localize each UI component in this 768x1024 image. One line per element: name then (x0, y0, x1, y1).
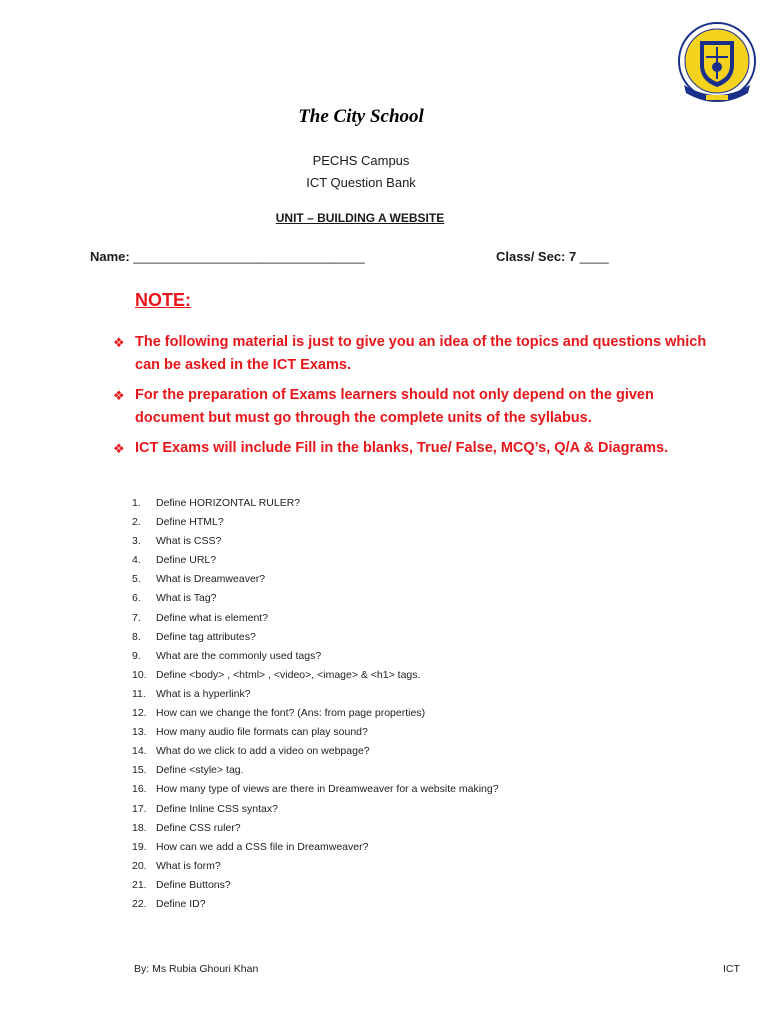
question-text: What are the commonly used tags? (156, 649, 322, 662)
question-number: 8. (132, 630, 141, 643)
question-text: How many type of views are there in Dreamweaver for a website making? (156, 783, 499, 796)
footer-subject: ICT (723, 963, 740, 975)
question-item (132, 515, 499, 534)
question-item (132, 553, 499, 572)
note-text: The following material is just to give you an idea of the topics and questions which can be asked in the ICT Exams. (135, 334, 707, 373)
question-number: 18. (132, 821, 147, 834)
diamond-bullet-icon: ❖ (113, 388, 125, 403)
unit-heading: UNIT – BUILDING A WEBSITE (275, 211, 445, 225)
question-text: Define <style> tag. (156, 764, 244, 777)
question-item (132, 821, 499, 840)
question-number: 13. (132, 726, 147, 739)
question-number: 19. (132, 840, 147, 853)
document-title: ICT Question Bank (306, 175, 416, 190)
question-item (132, 897, 499, 916)
question-number: 22. (132, 897, 147, 910)
question-text: How can we change the font? (Ans: from page properties) (156, 707, 426, 720)
note-text: For the preparation of Exams learners should not only depend on the given document but must go through the complete units of the syllabus. (135, 387, 654, 426)
class-blank: ____ (579, 249, 609, 264)
class-label: Class/ Sec: 7 (496, 249, 577, 264)
question-text: How can we add a CSS file in Dreamweaver? (156, 840, 369, 853)
question-text: Define CSS ruler? (156, 821, 241, 834)
question-text: What is Tag? (156, 592, 217, 605)
question-item (132, 572, 499, 591)
question-item (132, 668, 499, 687)
question-number: 6. (132, 592, 141, 605)
question-text: Define Inline CSS syntax? (156, 802, 278, 815)
question-item (132, 687, 499, 706)
question-number: 5. (132, 573, 141, 586)
question-item (132, 782, 499, 801)
question-number: 1. (132, 497, 141, 509)
question-item (132, 878, 499, 897)
question-text: Define what is element? (156, 611, 269, 624)
question-number: 4. (132, 554, 141, 567)
question-number: 14. (132, 745, 147, 758)
question-item (132, 534, 499, 553)
class-field (496, 249, 609, 264)
question-item (132, 611, 499, 630)
question-text: Define URL? (156, 554, 217, 567)
question-item (132, 649, 499, 668)
question-number: 10. (132, 668, 147, 681)
question-text: What is Dreamweaver? (156, 573, 266, 586)
question-number: 15. (132, 764, 147, 777)
note-heading: NOTE: (135, 290, 191, 310)
note-item (113, 437, 713, 460)
footer-author: By: Ms Rubia Ghouri Khan (134, 963, 259, 975)
note-item (113, 331, 713, 377)
question-text: What is a hyperlink? (156, 687, 251, 700)
question-list (132, 496, 499, 916)
question-text: Define <body> , <html> , <video>, <image> & <h1> tags. (156, 668, 421, 681)
name-field (90, 249, 365, 264)
diamond-bullet-icon: ❖ (113, 335, 125, 350)
question-text: Define HORIZONTAL RULER? (156, 497, 301, 509)
question-item (132, 840, 499, 859)
note-list (113, 331, 713, 467)
question-number: 3. (132, 535, 141, 548)
question-text: Define tag attributes? (156, 630, 256, 643)
note-item (113, 384, 713, 430)
name-label: Name: (90, 249, 130, 264)
question-number: 2. (132, 516, 141, 529)
question-text: What is form? (156, 859, 221, 872)
question-text: Define ID? (156, 897, 206, 910)
question-item (132, 496, 499, 515)
question-text: How many audio file formats can play sound? (156, 726, 368, 739)
question-number: 17. (132, 802, 147, 815)
question-item (132, 859, 499, 878)
school-crest-icon (676, 21, 758, 111)
question-number: 21. (132, 878, 147, 891)
question-number: 11. (132, 687, 146, 700)
question-text: Define Buttons? (156, 878, 231, 891)
question-text: Define HTML? (156, 516, 224, 529)
school-title: The City School (298, 106, 424, 127)
question-number: 16. (132, 783, 147, 796)
question-number: 7. (132, 611, 141, 624)
question-item (132, 706, 499, 725)
campus-name: PECHS Campus (312, 153, 410, 168)
question-number: 12. (132, 707, 147, 720)
question-text: What is CSS? (156, 535, 222, 548)
note-text: ICT Exams will include Fill in the blanks, True/ False, MCQ’s, Q/A & Diagrams. (135, 440, 669, 456)
question-item (132, 591, 499, 610)
question-item (132, 725, 499, 744)
question-item (132, 763, 499, 782)
question-text: What do we click to add a video on webpage? (156, 745, 370, 758)
name-blank: ________________________________ (133, 249, 365, 264)
question-item (132, 744, 499, 763)
question-item (132, 630, 499, 649)
diamond-bullet-icon: ❖ (113, 441, 125, 456)
question-number: 20. (132, 859, 147, 872)
question-item (132, 802, 499, 821)
question-number: 9. (132, 649, 141, 662)
